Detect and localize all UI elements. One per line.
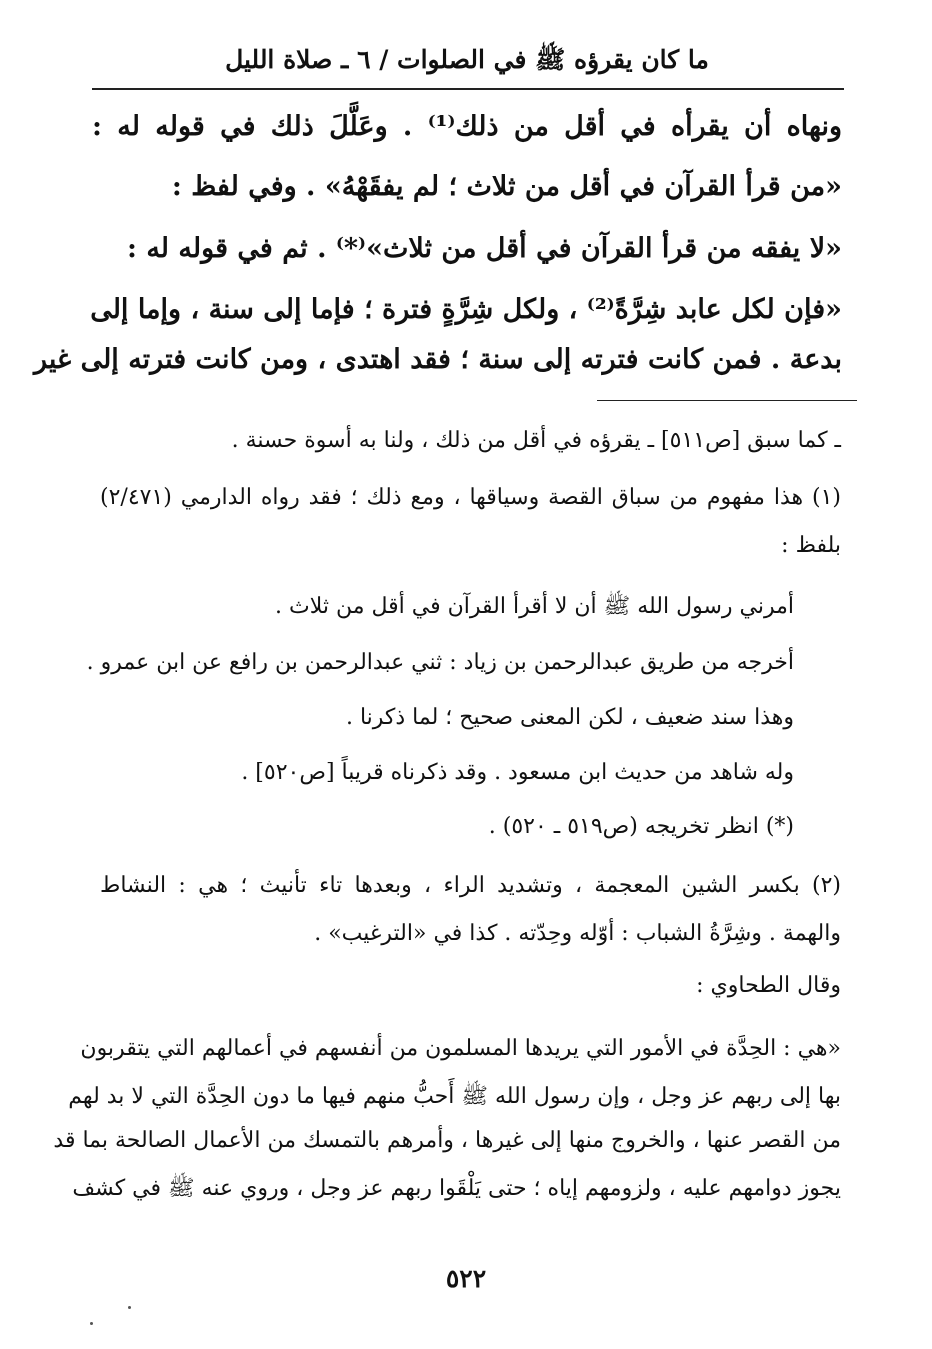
footnote-2-quote-line-4: يجوز دوامهم عليه ، ولزومهم إياه ؛ حتى يَلْقَوا ربهم عز وجل ، وروي عنه ﷺ في كشف: [72, 1176, 841, 1201]
main-text-line-5: بدعة . فمن كانت فترته إلى سنة ؛ فقد اهتدى ، ومن كانت فترته إلى غير: [34, 344, 842, 375]
scan-speck: [128, 1306, 131, 1309]
footnote-2-tahawi: وقال الطحاوي :: [696, 973, 841, 998]
footnote-star: (*) انظر تخريجه (ص٥١٩ ـ ٥٢٠) .: [488, 814, 794, 839]
footnote-2-line-1: (٢) بكسر الشين المعجمة ، وتشديد الراء ، وبعدها تاء تأنيث ؛ هي : النشاط: [100, 873, 841, 898]
running-header: ما كان يقرؤه ﷺ في الصلوات / ٦ ـ صلاة الليل: [225, 45, 709, 74]
footnote-1-line-2: بلفظ :: [781, 533, 841, 558]
main-text-line-1: ونهاه أن يقرأه في أقل من ذلك⁽¹⁾ . وعَلَّلَ ذلك في قوله له :: [92, 111, 842, 142]
footnote-1-quote: أمرني رسول الله ﷺ أن لا أقرأ القرآن في أقل من ثلاث .: [275, 594, 794, 619]
main-text-line-4: «فإن لكل عابد شِرَّةً⁽²⁾ ، ولكل شِرَّةٍ فترة ؛ فإما إلى سنة ، وإما إلى: [90, 294, 842, 325]
scan-speck: [90, 1322, 93, 1325]
page-number: ٥٢٢: [445, 1264, 487, 1293]
footnote-2-quote-line-3: من القصر عنها ، والخروج منها إلى غيرها ، وأمرهم بالتمسك من الأعمال الصالحة بما قد: [53, 1128, 841, 1153]
footnote-1-takhrij: أخرجه من طريق عبدالرحمن بن زياد : ثني عبدالرحمن بن رافع عن ابن عمرو .: [86, 650, 794, 675]
footnote-1-line-1: (١) هذا مفهوم من سباق القصة وسياقها ، ومع ذلك ؛ فقد رواه الدارمي (٢/٤٧١): [100, 485, 841, 510]
footnote-continuation: ـ كما سبق [ص٥١١] ـ يقرؤه في أقل من ذلك ، ولنا به أسوة حسنة .: [231, 428, 841, 453]
footnote-1-grading: وهذا سند ضعيف ، لكن المعنى صحيح ؛ لما ذكرنا .: [345, 705, 794, 730]
main-text-line-2: «من قرأ القرآن في أقل من ثلاث ؛ لم يفقَهْهُ» . وفي لفظ :: [171, 171, 842, 202]
footnote-separator: [597, 400, 857, 401]
header-rule: [92, 88, 844, 90]
footnote-2-quote-line-1: «هي : الحِدَّة في الأمور التي يريدها المسلمون من أنفسهم في أعمالهم التي يتقربون: [80, 1036, 841, 1061]
footnote-2-line-2: والهمة . وشِرَّةُ الشباب : أوّله وحِدّته . كذا في «الترغيب» .: [314, 921, 841, 946]
main-text-line-3: «لا يفقه من قرأ القرآن في أقل من ثلاث»⁽*⁾ . ثم في قوله له :: [126, 233, 842, 264]
footnote-1-witness: وله شاهد من حديث ابن مسعود . وقد ذكرناه قريباً [ص٥٢٠] .: [241, 760, 794, 785]
footnote-2-quote-line-2: بها إلى ربهم عز وجل ، وإن رسول الله ﷺ أَحبُّ منهم فيها ما دون الحِدَّة التي لا بد لهم: [68, 1084, 841, 1109]
